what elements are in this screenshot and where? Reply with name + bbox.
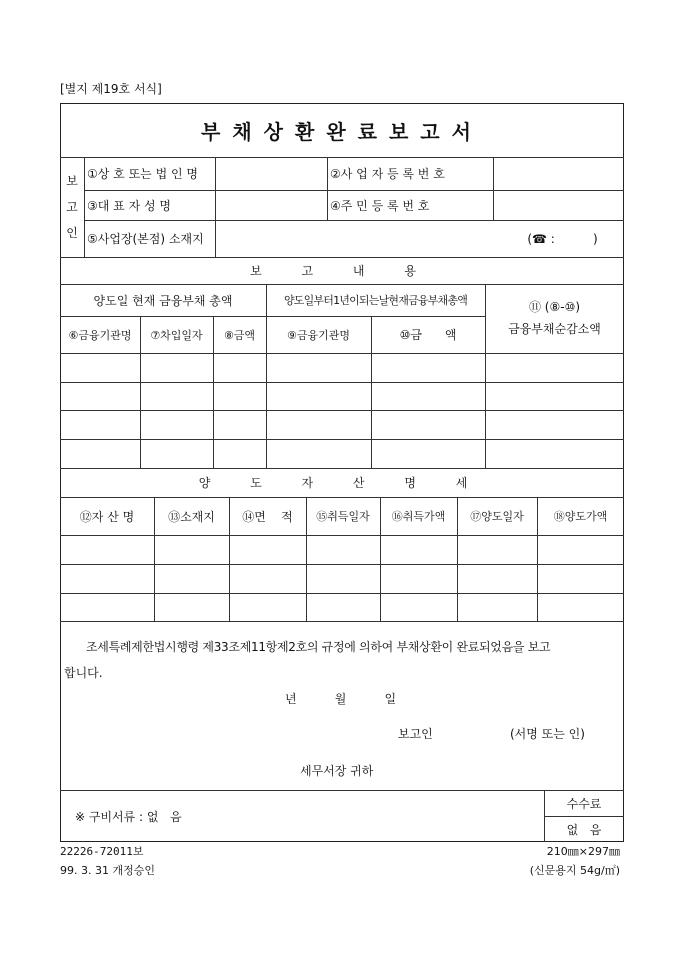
reporter-sign-label: 보고인 [398,727,433,741]
declaration-text-line1: 조세특례제한법시행령 제33조제11항제2호의 규정에 의하여 부채상환이 완료되었음을 보고 [86,640,551,654]
col-7-header: ⑦차입일자 [150,328,203,342]
report-date[interactable]: 년 월 일 [285,692,397,706]
business-no-label: ②사 업 자 등 록 번 호 [330,167,445,181]
col-6-header: ⑥금융기관명 [68,328,132,342]
col-13-header: ⑬소재지 [168,509,215,524]
col-9-header: ⑨금융기관명 [287,328,350,342]
col-10-header: ⑩금 액 [399,328,457,342]
col-15-header: ⑮취득일자 [316,510,370,523]
form-number: [별지 제19호 서식] [60,82,162,96]
company-name-field[interactable] [215,157,327,190]
col-14-header: ⑭면 적 [242,509,293,524]
fee-label: 수수료 [566,796,602,811]
required-documents: ※ 구비서류 : 없 음 [75,810,182,824]
col-11-label: 금융부채순감소액 [508,321,601,336]
addressee: 세무서장 귀하 [300,764,374,778]
col-8-header: ⑧금액 [223,328,256,342]
address-label: ⑤사업장(본점) 소재지 [87,232,204,246]
resident-no-label: ④주 민 등 록 번 호 [330,198,430,213]
paper-size: 210㎜×297㎜ [546,845,620,858]
resident-no-field[interactable] [493,190,624,220]
form-title: 부채상환완료보고서 [201,119,483,144]
company-name-label: ①상 호 또는 법 인 명 [87,167,198,181]
declaration-text-line2: 합니다. [64,666,103,680]
debt-group-one-year: 양도일부터1년이되는날현재금융부채총액 [283,294,468,307]
phone-field[interactable]: (☎ : ) [527,231,598,246]
col-16-header: ⑯취득가액 [391,510,446,523]
approval-date: 99. 3. 31 개정승인 [60,864,155,877]
address-field[interactable] [215,220,505,257]
debt-group-current: 양도일 현재 금융부채 총액 [93,293,233,308]
report-section-title: 보 고 내 용 [250,264,434,278]
form-code: 22226-72011보 [60,845,144,858]
representative-label: ③대 표 자 성 명 [87,198,171,213]
col-18-header: ⑱양도가액 [553,510,608,523]
representative-field[interactable] [215,190,327,220]
col-11-formula: ⑪ (⑧-⑩) [528,299,581,314]
business-no-field[interactable] [493,157,624,190]
signature-field[interactable]: (서명 또는 인) [510,727,585,741]
col-12-header: ⑫자 산 명 [79,509,135,524]
paper-type: (신문용지 54g/㎡) [529,864,620,877]
fee-value: 없 음 [566,822,602,837]
asset-section-title: 양 도 자 산 명 세 [198,476,486,490]
col-17-header: ⑰양도일자 [470,510,524,523]
reporter-group-label: 보고인 [66,174,78,240]
